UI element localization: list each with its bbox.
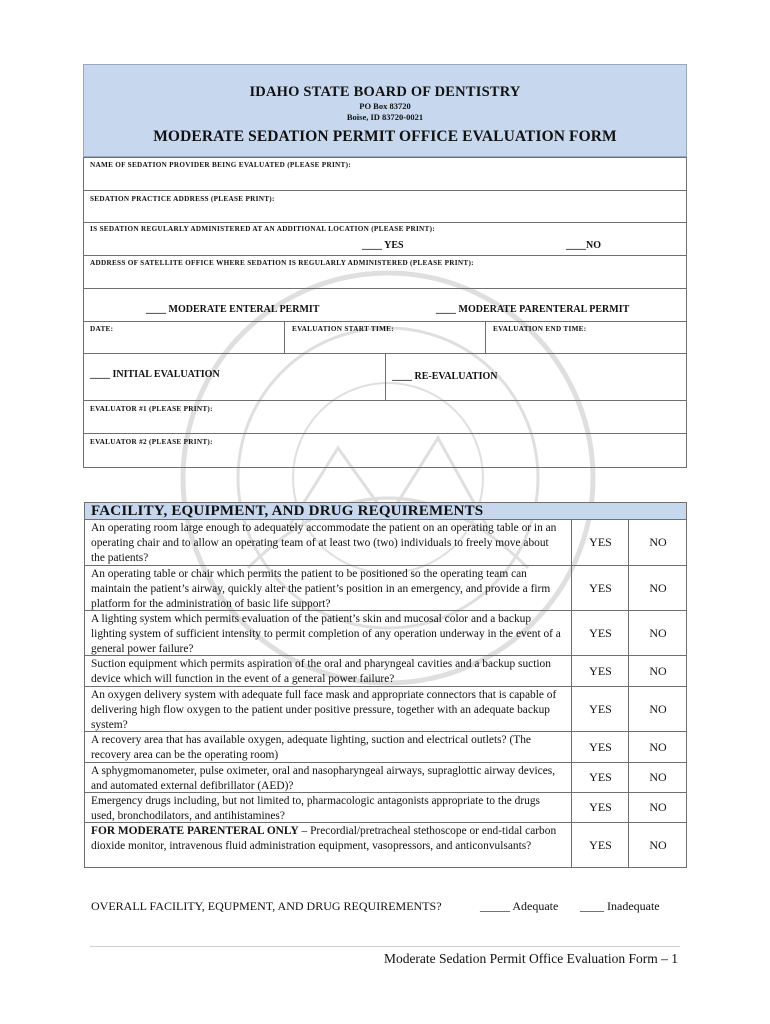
- no-cell[interactable]: NO: [628, 793, 687, 822]
- facility-section-title: FACILITY, EQUIPMENT, AND DRUG REQUIREMENTS: [84, 502, 687, 520]
- requirement-row: [84, 611, 687, 656]
- parenteral-only-label: FOR MODERATE PARENTERAL ONLY: [91, 825, 299, 837]
- eval-end-label: EVALUATION END TIME:: [493, 325, 587, 333]
- no-cell[interactable]: NO: [628, 763, 687, 792]
- requirement-row: [84, 656, 687, 687]
- eval-start-field[interactable]: [284, 321, 486, 354]
- date-label: DATE:: [90, 325, 114, 333]
- requirement-text: An operating table or chair which permits the patient to be positioned so the operating team can maintain the patient’s airway, quickly alter the patient’s position in an emergency, and provide a firm platform for the administration of basic life support?: [91, 568, 551, 610]
- additional-location-label: IS SEDATION REGULARLY ADMINISTERED AT AN ADDITIONAL LOCATION (PLEASE PRINT):: [90, 225, 436, 233]
- city-address: Boise, ID 83720-0021: [346, 112, 424, 122]
- requirement-row: [84, 732, 687, 763]
- no-cell[interactable]: NO: [628, 566, 687, 610]
- permit-type-row: [83, 288, 687, 322]
- requirement-text: A sphygmomanometer, pulse oximeter, oral and nasopharyngeal airways, supraglottic airway devices, and automated external defibrillator (AED)?: [91, 765, 556, 792]
- overall-question: OVERALL FACILITY, EQUPMENT, AND DRUG REQUIREMENTS?: [91, 899, 442, 913]
- inadequate-option[interactable]: ____ Inadequate: [580, 899, 660, 913]
- footer-divider: [90, 946, 680, 947]
- provider-name-field[interactable]: [83, 157, 687, 191]
- requirement-row: [84, 823, 687, 868]
- no-cell[interactable]: NO: [628, 732, 687, 762]
- practice-address-label: SEDATION PRACTICE ADDRESS (PLEASE PRINT):: [90, 195, 275, 203]
- yes-cell[interactable]: YES: [571, 566, 629, 610]
- requirement-text: An oxygen delivery system with adequate full face mask and appropriate connectors that is capable of delivering high flow oxygen to the patient under positive pressure, together with an adequate backup system?: [91, 689, 557, 731]
- yes-cell[interactable]: YES: [571, 520, 629, 565]
- requirement-row: [84, 520, 687, 566]
- po-box: PO Box 83720: [359, 101, 411, 111]
- requirement-row: [84, 763, 687, 793]
- additional-location-yes[interactable]: ____ YES: [362, 240, 404, 251]
- requirement-row: [84, 687, 687, 732]
- yes-cell[interactable]: YES: [571, 656, 629, 686]
- no-cell[interactable]: NO: [628, 656, 687, 686]
- satellite-address-label: ADDRESS OF SATELLITE OFFICE WHERE SEDATION IS REGULARLY ADMINISTERED (PLEASE PRINT):: [90, 259, 474, 267]
- yes-cell[interactable]: YES: [571, 823, 629, 867]
- no-cell[interactable]: NO: [628, 823, 687, 867]
- re-eval-option[interactable]: ____ RE-EVALUATION: [392, 371, 498, 382]
- date-field[interactable]: [83, 321, 285, 354]
- yes-cell[interactable]: YES: [571, 793, 629, 822]
- initial-eval-option[interactable]: ____ INITIAL EVALUATION: [90, 369, 220, 380]
- adequate-option[interactable]: _____ Adequate: [480, 899, 559, 913]
- requirement-text: A lighting system which permits evaluation of the patient’s skin and mucosal color and a backup lighting system of sufficient intensity to permit completion of any operation underway in the event of a general power failure?: [91, 613, 561, 655]
- no-cell[interactable]: NO: [628, 687, 687, 731]
- satellite-address-field[interactable]: [83, 255, 687, 289]
- yes-cell[interactable]: YES: [571, 732, 629, 762]
- evaluator1-field[interactable]: [83, 400, 687, 434]
- requirement-text: Suction equipment which permits aspiration of the oral and pharyngeal cavities and a backup suction device which will function in the event of a general power failure?: [91, 658, 551, 685]
- provider-name-label: NAME OF SEDATION PROVIDER BEING EVALUATED (PLEASE PRINT):: [90, 161, 352, 169]
- additional-location-field: [83, 222, 687, 256]
- no-cell[interactable]: NO: [628, 611, 687, 655]
- agency-name: IDAHO STATE BOARD OF DENTISTRY: [249, 84, 521, 100]
- requirement-text: An operating room large enough to adequately accommodate the patient on an operating table or in an operating chair and to allow an operating team of at least two (two) individuals to freely move about the patients?: [91, 522, 557, 564]
- form-header: [83, 64, 687, 157]
- evaluator2-field[interactable]: [83, 433, 687, 468]
- practice-address-field[interactable]: [83, 190, 687, 223]
- yes-cell[interactable]: YES: [571, 763, 629, 792]
- re-eval-field: [385, 353, 687, 401]
- yes-cell[interactable]: YES: [571, 611, 629, 655]
- initial-eval-field: [83, 353, 386, 401]
- yes-cell[interactable]: YES: [571, 687, 629, 731]
- form-title: MODERATE SEDATION PERMIT OFFICE EVALUATION FORM: [153, 128, 617, 145]
- parenteral-permit-option[interactable]: ____ MODERATE PARENTERAL PERMIT: [436, 304, 630, 315]
- page-footer: Moderate Sedation Permit Office Evaluation Form – 1: [383, 951, 678, 966]
- additional-location-no[interactable]: ____NO: [566, 240, 601, 251]
- requirement-text: Emergency drugs including, but not limited to, pharmacologic antagonists appropriate to the drugs used, bronchodilators, and antihistamines?: [91, 795, 540, 822]
- enteral-permit-option[interactable]: ____ MODERATE ENTERAL PERMIT: [146, 304, 320, 315]
- parenteral-only-text: – Precordial/pretracheal stethoscope or end-tidal carbon dioxide monitor, intravenous fluid administration equipment, vasopressors, and anticonvulsants?: [91, 825, 557, 852]
- requirement-text: A recovery area that has available oxygen, adequate lighting, suction and electrical outlets? (The recovery area can be the operating room): [91, 734, 531, 761]
- eval-start-label: EVALUATION START TIME:: [292, 325, 394, 333]
- no-cell[interactable]: NO: [628, 520, 687, 565]
- eval-end-field[interactable]: [485, 321, 687, 354]
- evaluator1-label: EVALUATOR #1 (PLEASE PRINT):: [90, 405, 213, 413]
- requirement-row: [84, 793, 687, 823]
- requirement-row: [84, 566, 687, 611]
- evaluator2-label: EVALUATOR #2 (PLEASE PRINT):: [90, 438, 213, 446]
- requirement-text: [91, 824, 565, 854]
